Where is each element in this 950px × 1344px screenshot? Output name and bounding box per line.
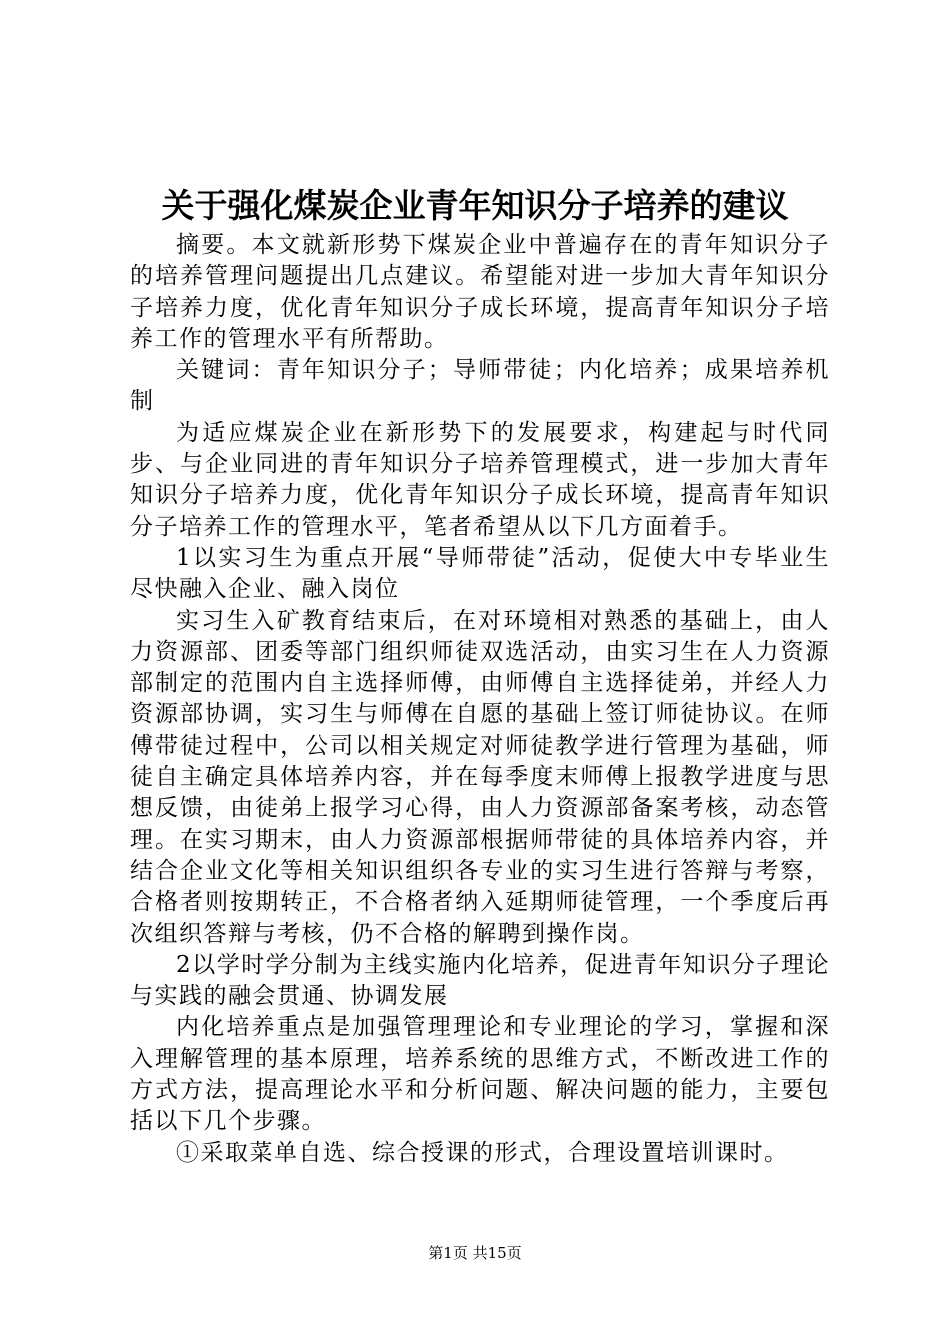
section-2-paragraph: 内化培养重点是加强管理理论和专业理论的学习，掌握和深入理解管理的基本原理，培养系统的思维方式，不断改进工作的方式方法，提高理论水平和分析问题、解决问题的能力，主要包括以下几个步骤。 [130, 1014, 830, 1135]
section-1-paragraph: 实习生入矿教育结束后，在对环境相对熟悉的基础上，由人力资源部、团委等部门组织师徒双选活动，由实习生在人力资源部制定的范围内自主选择师傅，由师傅自主选择徒弟，并经人力资源部协调，实习生与师傅在自愿的基础上签订师徒协议。在师傅带徒过程中，公司以相关规定对师徒教学进行管理为基础，师徒自主确定具体培养内容，并在每季度末师傅上报教学进度与思想反馈，由徒弟上报学习心得，由人力资源部备案考核，动态管理。在实习期末，由人力资源部根据师带徒的具体培养内容，并结合企业文化等相关知识组织各专业的实习生进行答辩与考察，合格者则按期转正，不合格者纳入延期师徒管理，一个季度后再次组织答辩与考核，仍不合格的解聘到操作岗。 [130, 607, 830, 947]
abstract-paragraph: 摘要。本文就新形势下煤炭企业中普遍存在的青年知识分子的培养管理问题提出几点建议。希望能对进一步加大青年知识分子培养力度，优化青年知识分子成长环境，提高青年知识分子培养工作的管理水平有所帮助。 [130, 232, 830, 352]
document-title: 关于强化煤炭企业青年知识分子培养的建议 [161, 186, 789, 225]
step-1-paragraph: ①采取菜单自选、综合授课的形式，合理设置培训课时。 [176, 1139, 789, 1166]
page-number-footer: 第1页 共15页 [428, 1244, 522, 1262]
section-heading-1: 1以实习生为重点开展“导师带徒”活动，促使大中专毕业生尽快融入企业、融入岗位 [130, 544, 830, 603]
keywords-paragraph: 关键词：青年知识分子；导师带徒；内化培养；成果培养机制 [130, 357, 830, 415]
section-heading-2: 2以学时学分制为主线实施内化培养，促进青年知识分子理论与实践的融会贯通、协调发展 [130, 951, 830, 1010]
intro-paragraph: 为适应煤炭企业在新形势下的发展要求，构建起与时代同步、与企业同进的青年知识分子培养管理模式，进一步加大青年知识分子培养力度，优化青年知识分子成长环境，提高青年知识分子培养工作的管理水平，笔者希望从以下几方面着手。 [130, 419, 830, 540]
document-body [130, 230, 830, 1169]
